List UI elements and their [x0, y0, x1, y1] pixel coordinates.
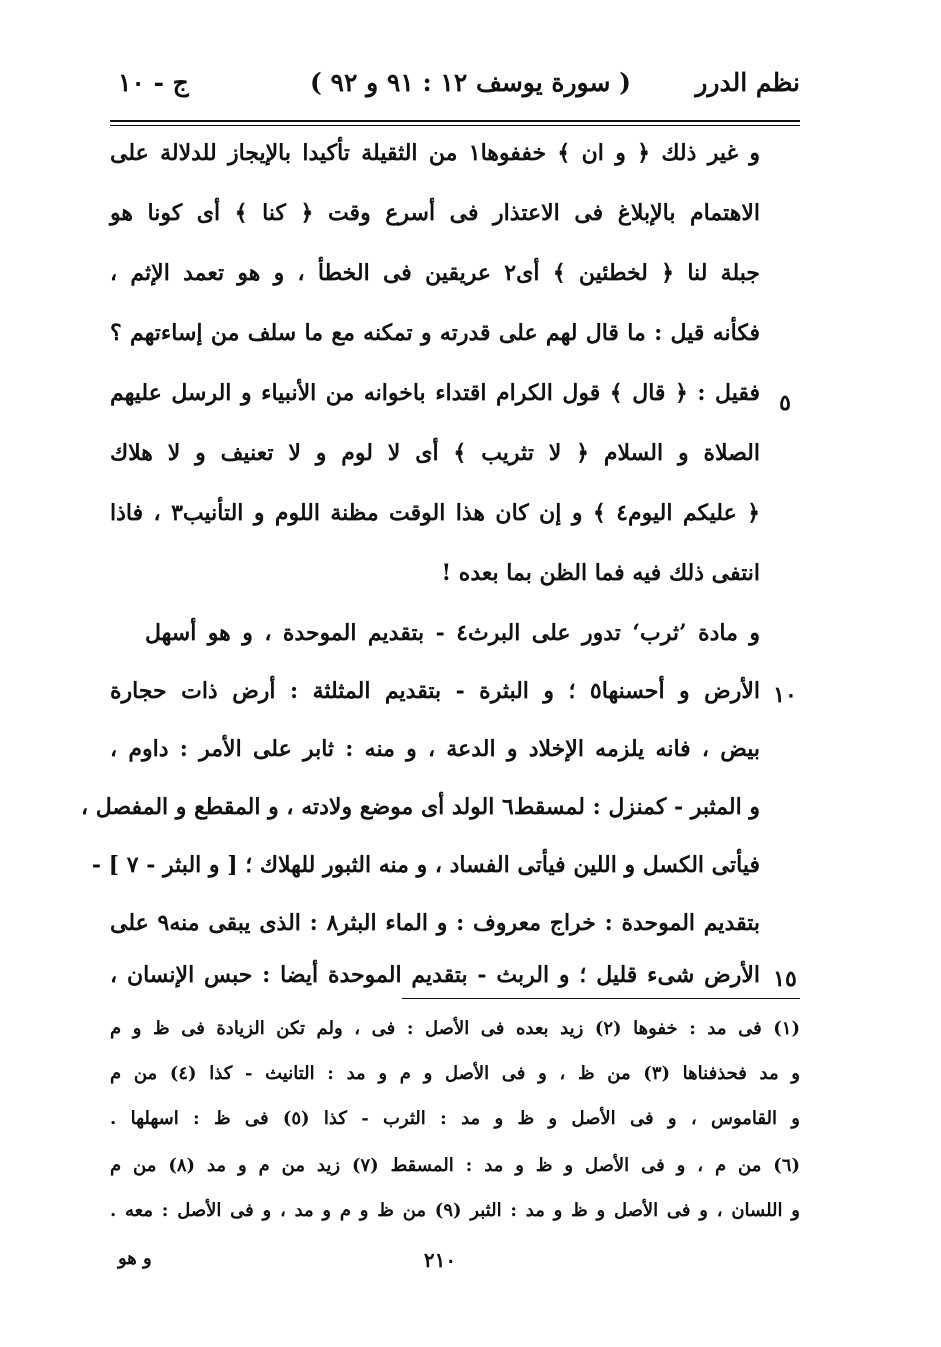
running-header	[110, 66, 800, 110]
footnote-line: و مد فحذفناها (٣) من ظ ، و فى الأصل و م و مد : التانيث - كذا (٤) من م	[110, 1063, 800, 1084]
text-line: بتقديم الموحدة : خراج معروف : و الماء البثر٨ : الذى يبقى منه٩ على	[110, 910, 760, 936]
text-line: الاهتمام بالإبلاغ فى الاعتذار فى أسرع وقت ﴿ كنا ﴾ أى كونا هو	[110, 200, 760, 226]
line-number-5: ٥	[779, 390, 791, 416]
volume-number: ج - ١٠	[118, 68, 189, 97]
text-line: فكأنه قيل : ما قال لهم على قدرته و تمكنه مع ما سلف من إساءتهم ؟	[110, 320, 760, 346]
text-line: الأرض شىء قليل ؛ و الربث - بتقديم الموحدة أيضا : حبس الإنسان ،	[110, 962, 760, 988]
book-title: نظم الدرر	[695, 68, 800, 97]
footnote-line: (١) فى مد : خفوها (٢) زيد بعده فى الأصل : فى ، ولم تكن الزيادة فى ظ و م	[110, 1018, 800, 1039]
footnote-line: (٦) من م ، و فى الأصل و ظ و مد : المسقط (٧) زيد من م و مد (٨) من م	[110, 1155, 800, 1176]
header-rule	[110, 120, 800, 122]
footnote-separator	[402, 998, 800, 999]
text-line: الأرض و أحسنها٥ ؛ و البثرة - بتقديم المثلثة : أرض ذات حجارة	[110, 678, 760, 704]
footnote-line: و اللسان ، و فى الأصل و ظ و مد : الثبر (٩) من ظ و م و مد ، و فى الأصل : معه .	[110, 1200, 800, 1221]
text-line-indented: و مادة ’ثرب‘ تدور على البرث٤ - بتقديم الموحدة ، و هو أسهل	[145, 620, 760, 646]
line-number-15: ١٥	[773, 966, 797, 992]
text-line: فيأتى الكسل و اللين فيأتى الفساد ، و منه الثبور للهلاك ؛ [ و البثر - ٧ ] -	[91, 852, 760, 878]
line-number-10: ١٠	[773, 682, 797, 708]
footnote-line: و القاموس ، و فى الأصل و ظ و مد : الثرب - كذا (٥) فى ظ : اسهلها .	[110, 1108, 800, 1129]
text-line: فقيل : ﴿ قال ﴾ قول الكرام اقتداء باخوانه من الأنبياء و الرسل عليهم	[110, 380, 760, 406]
text-line: بيض ، فانه يلزمه الإخلاد و الدعة ، و منه : ثابر على الأمر : داوم ،	[110, 736, 760, 762]
surah-reference: ( سورة يوسف ١٢ : ٩١ و ٩٢ )	[310, 68, 631, 97]
text-line: و المثبر - كمنزل : لمسقط٦ الولد أى موضع ولادته ، و المقطع و المفصل ،	[80, 794, 760, 820]
page-number: ٢١٠	[423, 1248, 457, 1272]
catchword: و هو	[118, 1248, 152, 1269]
text-line: الصلاة و السلام ﴿ لا تثريب ﴾ أى لا لوم و لا تعنيف و لا هلاك	[110, 440, 760, 466]
header-rule-thin	[110, 125, 800, 126]
text-line: ﴿ عليكم اليوم٤ ﴾ و إن كان هذا الوقت مظنة اللوم و التأنيب٣ ، فاذا	[110, 500, 760, 526]
text-line: انتفى ذلك فيه فما الظن بما بعده !	[441, 560, 760, 586]
text-line: جبلة لنا ﴿ لخطئين ﴾ أى٢ عريقين فى الخطأ ، و هو تعمد الإثم ،	[110, 260, 760, 286]
text-line: و غير ذلك ﴿ و ان ﴾ خففوها١ من الثقيلة تأكيدا بالإيجاز للدلالة على	[110, 140, 760, 166]
